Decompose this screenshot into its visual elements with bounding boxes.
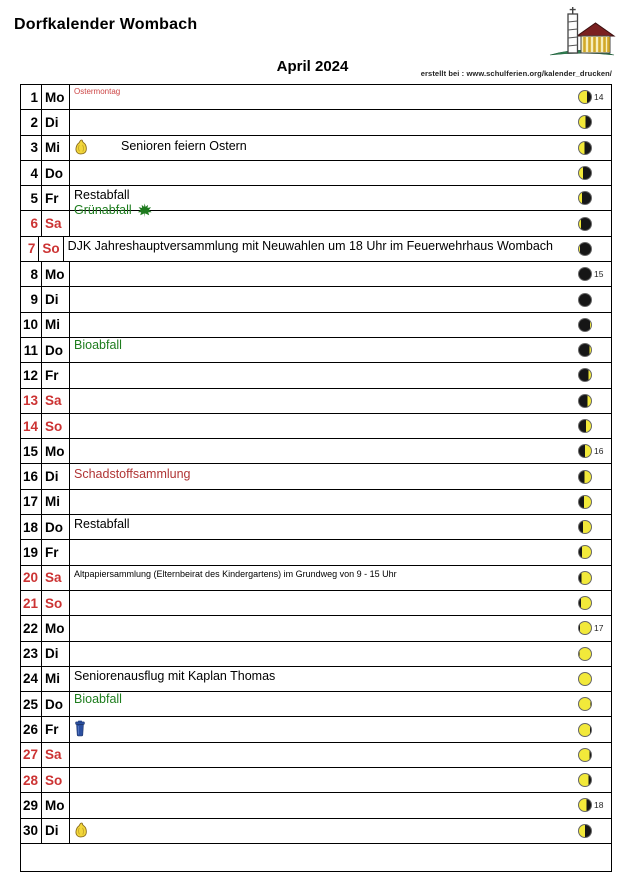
event-text: Altpapiersammlung (Elternbeirat des Kindergartens) im Grundweg von 9 - 15 Uhr (74, 568, 397, 579)
day-events-cell (70, 515, 611, 539)
village-church-logo (547, 5, 617, 63)
weekday-label: Sa (42, 566, 70, 590)
events (70, 136, 611, 155)
week-number: 18 (594, 800, 604, 811)
event-text: Restabfall (74, 517, 130, 532)
day-events-cell (70, 85, 611, 109)
day-events-cell (70, 793, 611, 817)
week-number: 14 (594, 92, 604, 103)
day-row (20, 160, 612, 186)
day-number: 8 (21, 262, 42, 286)
moon-phase-icon (578, 242, 592, 256)
events (70, 110, 611, 111)
day-row (20, 438, 612, 464)
day-events-cell (70, 591, 611, 615)
events (70, 540, 611, 541)
day-events-cell (70, 717, 611, 741)
moon-phase-icon (578, 621, 592, 635)
weekday-label: Sa (42, 389, 70, 413)
event-text: Schadstoffsammlung (74, 467, 191, 482)
moon-phase-icon (578, 748, 592, 762)
weekday-label: Sa (42, 743, 70, 767)
event-text: DJK Jahreshauptversammlung mit Neuwahlen um 18 Uhr im Feuerwehrhaus Wombach (67, 238, 553, 253)
day-row (20, 742, 612, 768)
day-number: 6 (21, 211, 42, 235)
day-row (20, 514, 612, 540)
moon-phase-icon (578, 368, 592, 382)
events (70, 490, 611, 491)
day-row (20, 286, 612, 312)
day-number: 3 (21, 136, 42, 160)
day-events-cell (70, 161, 611, 185)
day-row (20, 261, 612, 287)
day-number: 14 (21, 414, 42, 438)
day-row (20, 463, 612, 489)
events (70, 642, 611, 643)
events (70, 287, 611, 288)
day-row (20, 615, 612, 641)
weekday-label: Fr (42, 717, 70, 741)
events (70, 717, 611, 737)
blue-bin-icon (74, 720, 86, 737)
calendar-table (20, 84, 612, 872)
day-row (20, 590, 612, 616)
day-events-cell (70, 490, 611, 514)
events (70, 439, 611, 440)
event-line (74, 718, 553, 737)
moon-phase-icon (578, 545, 592, 559)
day-events-cell (70, 540, 611, 564)
day-row (20, 792, 612, 818)
day-number: 26 (21, 717, 42, 741)
weekday-label: Mi (42, 136, 70, 160)
day-number: 9 (21, 287, 42, 311)
event-line (68, 238, 553, 253)
weekday-label: Sa (42, 211, 70, 235)
week-number: 16 (594, 446, 604, 457)
weekday-label: Do (42, 161, 70, 185)
event-line (74, 668, 553, 683)
day-number: 24 (21, 667, 42, 691)
events (70, 692, 611, 705)
calendar-rows (20, 84, 612, 844)
event-text: Bioabfall (74, 692, 122, 707)
day-number: 29 (21, 793, 42, 817)
day-events-cell (70, 566, 611, 590)
day-events-cell (70, 667, 611, 691)
moon-phase-icon (578, 520, 592, 534)
events (70, 389, 611, 390)
day-number: 27 (21, 743, 42, 767)
weekday-label: Do (42, 338, 70, 362)
events (64, 237, 611, 253)
day-number: 10 (21, 313, 42, 337)
day-events-cell (70, 439, 611, 463)
day-events-cell (70, 211, 611, 235)
day-row (20, 362, 612, 388)
day-events-cell (70, 692, 611, 716)
day-number: 22 (21, 616, 42, 640)
moon-phase-icon (578, 90, 592, 104)
event-line (74, 137, 553, 155)
day-events-cell (70, 338, 611, 362)
day-events-cell (70, 287, 611, 311)
day-number: 21 (21, 591, 42, 615)
day-row (20, 641, 612, 667)
moon-phase-icon (578, 798, 592, 812)
yellow-sack-icon (74, 139, 88, 155)
moon-phase-icon (578, 191, 592, 205)
week-number: 17 (594, 623, 604, 634)
events (70, 211, 611, 212)
day-number: 19 (21, 540, 42, 564)
day-number: 23 (21, 642, 42, 666)
day-row (20, 565, 612, 591)
events (70, 85, 611, 96)
event-text: Seniorenausflug mit Kaplan Thomas (74, 668, 276, 683)
event-line (74, 465, 553, 481)
day-row (20, 312, 612, 338)
moon-phase-icon (578, 697, 592, 711)
day-events-cell (70, 642, 611, 666)
event-line (74, 693, 553, 705)
moon-phase-icon (578, 470, 592, 484)
weekday-label: Mo (42, 616, 70, 640)
weekday-label: Do (42, 692, 70, 716)
footer-row (20, 843, 612, 872)
weekday-label: So (39, 237, 63, 261)
events (70, 768, 611, 769)
day-events-cell (70, 186, 611, 218)
day-row (20, 767, 612, 793)
week-number: 15 (594, 269, 604, 280)
day-events-cell (70, 819, 611, 843)
day-events-cell (70, 768, 611, 792)
day-events-cell (70, 136, 611, 160)
yellow-sack-icon (74, 822, 88, 838)
page-title: Dorfkalender Wombach (14, 16, 198, 33)
day-number: 30 (21, 819, 42, 843)
weekday-label: Di (42, 110, 70, 134)
event-line (74, 339, 553, 351)
events (70, 515, 611, 531)
weekday-label: Mo (42, 793, 70, 817)
moon-phase-icon (578, 166, 592, 180)
moon-phase-icon (578, 318, 592, 332)
moon-phase-icon (578, 444, 592, 458)
event-line (74, 820, 553, 838)
day-events-cell (70, 389, 611, 413)
events (70, 313, 611, 314)
day-events-cell (64, 237, 611, 261)
day-number: 18 (21, 515, 42, 539)
day-number: 4 (21, 161, 42, 185)
month-title: April 2024 (276, 58, 349, 75)
day-row (20, 413, 612, 439)
weekday-label: Mi (42, 313, 70, 337)
day-number: 13 (21, 389, 42, 413)
weekday-label: Fr (42, 540, 70, 564)
events (70, 161, 611, 162)
day-number: 5 (21, 186, 42, 210)
events (70, 363, 611, 364)
weekday-label: Mo (42, 439, 70, 463)
weekday-label: Di (42, 287, 70, 311)
day-events-cell (70, 262, 611, 286)
moon-phase-icon (578, 419, 592, 433)
day-row (20, 691, 612, 717)
weekday-label: Di (42, 642, 70, 666)
weekday-label: Mi (42, 667, 70, 691)
day-number: 25 (21, 692, 42, 716)
day-number: 20 (21, 566, 42, 590)
day-row (20, 210, 612, 236)
moon-phase-icon (578, 495, 592, 509)
moon-phase-icon (578, 141, 592, 155)
day-events-cell (70, 363, 611, 387)
day-events-cell (70, 464, 611, 488)
day-events-cell (70, 743, 611, 767)
moon-phase-icon (578, 723, 592, 737)
day-row (20, 716, 612, 742)
day-row (20, 818, 612, 844)
day-number: 28 (21, 768, 42, 792)
event-line (74, 187, 553, 202)
day-events-cell (70, 616, 611, 640)
day-number: 11 (21, 338, 42, 362)
events (70, 616, 611, 617)
day-number: 16 (21, 464, 42, 488)
event-line (74, 567, 553, 579)
event-text: Bioabfall (74, 337, 122, 352)
day-row (20, 666, 612, 692)
events (70, 793, 611, 794)
weekday-label: Fr (42, 363, 70, 387)
weekday-label: So (42, 414, 70, 438)
day-number: 15 (21, 439, 42, 463)
moon-phase-icon (578, 343, 592, 357)
day-row (20, 185, 612, 218)
events (70, 338, 611, 351)
event-line (74, 516, 553, 531)
weekday-label: Mi (42, 490, 70, 514)
day-number: 7 (21, 237, 39, 261)
event-text: Grünabfall (74, 203, 132, 218)
weekday-label: Di (42, 464, 70, 488)
day-row (20, 84, 612, 110)
events (70, 819, 611, 838)
event-text: Restabfall (74, 188, 130, 203)
event-text: Ostermontag (74, 87, 121, 96)
day-row (20, 135, 612, 161)
event-text: Senioren feiern Ostern (121, 139, 247, 154)
day-row (20, 388, 612, 414)
day-events-cell (70, 313, 611, 337)
moon-phase-icon (578, 773, 592, 787)
moon-phase-icon (578, 293, 592, 307)
moon-phase-icon (578, 394, 592, 408)
events (70, 262, 611, 263)
event-line (74, 86, 553, 96)
weekday-label: So (42, 591, 70, 615)
weekday-label: Mo (42, 262, 70, 286)
events (70, 464, 611, 481)
day-row (20, 236, 612, 262)
day-row (20, 337, 612, 363)
events (70, 414, 611, 415)
moon-phase-icon (578, 672, 592, 686)
day-number: 1 (21, 85, 42, 109)
moon-phase-icon (578, 217, 592, 231)
moon-phase-icon (578, 647, 592, 661)
day-row (20, 109, 612, 135)
weekday-label: So (42, 768, 70, 792)
weekday-label: Do (42, 515, 70, 539)
moon-phase-icon (578, 267, 592, 281)
events (70, 566, 611, 579)
weekday-label: Di (42, 819, 70, 843)
events (70, 743, 611, 744)
moon-phase-icon (578, 571, 592, 585)
weekday-label: Fr (42, 186, 70, 210)
day-events-cell (70, 414, 611, 438)
day-number: 12 (21, 363, 42, 387)
events (70, 591, 611, 592)
day-row (20, 539, 612, 565)
moon-phase-icon (578, 115, 592, 129)
moon-phase-icon (578, 824, 592, 838)
events (70, 667, 611, 683)
credit-url: erstellt bei : www.schulferien.org/kalender_drucken/ (420, 69, 612, 78)
day-number: 2 (21, 110, 42, 134)
day-events-cell (70, 110, 611, 134)
moon-phase-icon (578, 596, 592, 610)
weekday-label: Mo (42, 85, 70, 109)
day-number: 17 (21, 490, 42, 514)
day-row (20, 489, 612, 515)
